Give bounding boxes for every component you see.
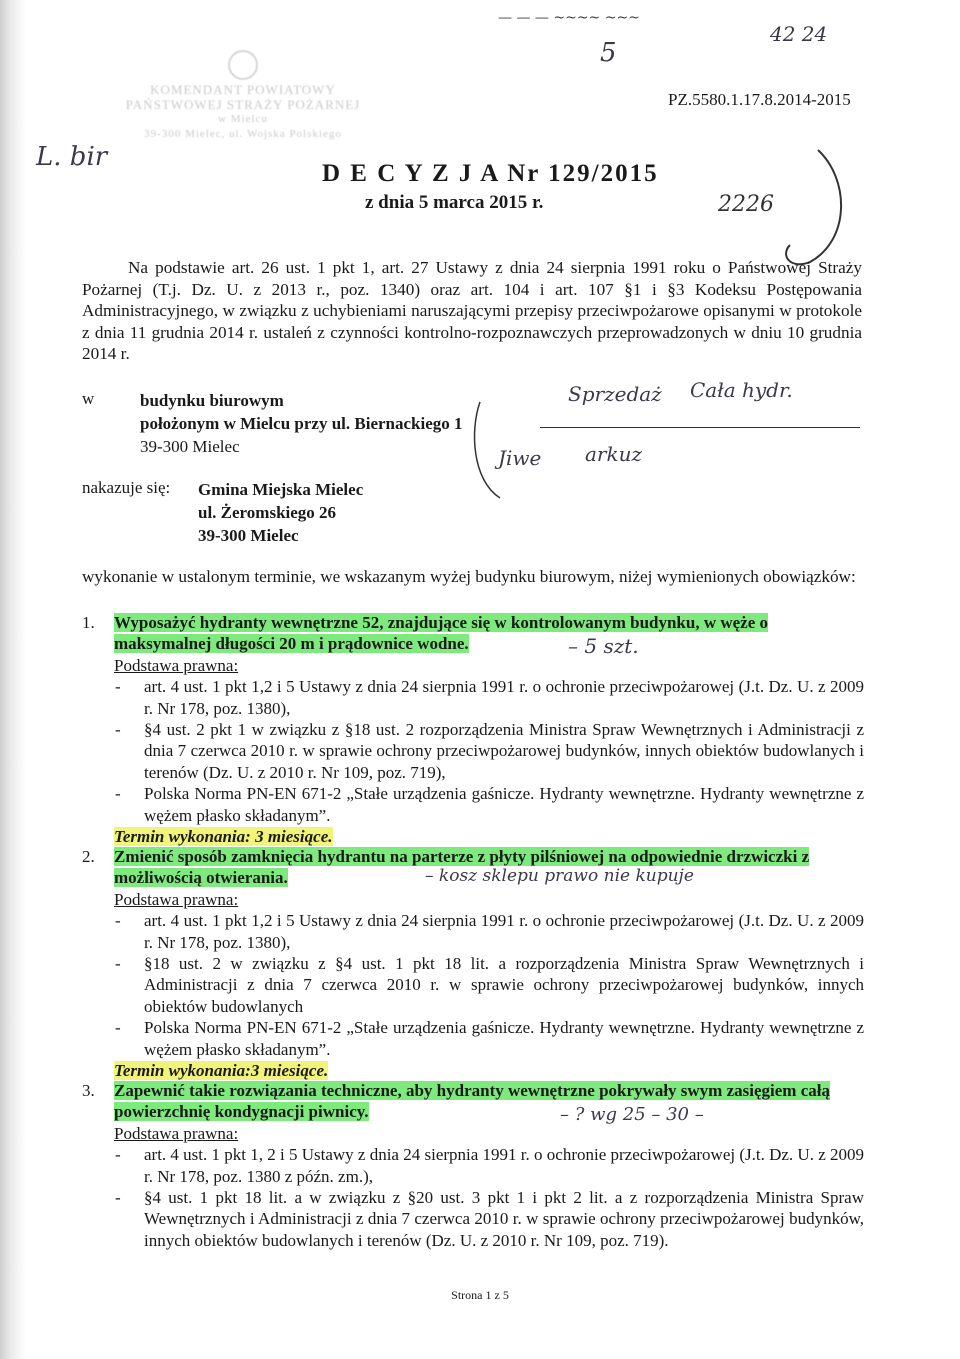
- addressee-line: 39-300 Mielec: [198, 526, 299, 545]
- legal-basis-entry: - §4 ust. 1 pkt 18 lit. a w związku z §20 ust. 3 pkt 1 i pkt 2 lit. a z rozporządzenia Ministra Spraw Wewnętrznych i Administracji z dnia 7 czerwca 2010 r. w sprawie ochrony przeciwpożarowej budynków, innych obiektów budowlanych i terenów (Dz. U. z 2010 r. Nr 109, poz. 719).: [115, 1188, 864, 1250]
- handwritten-note: – kosz sklepu prawo nie kupuje: [425, 866, 694, 886]
- legal-basis-list: [82, 676, 864, 826]
- handwritten-page-mark: 5: [600, 38, 617, 68]
- handwritten-note: Cała hydr.: [690, 378, 793, 402]
- stamp-line: 39-300 Mielec, ul. Wojska Polskiego: [144, 128, 342, 140]
- handwritten-note: Jiwe: [498, 446, 542, 470]
- handwritten-note: Sprzedaż: [568, 382, 662, 406]
- legal-basis-entry: - §4 ust. 2 pkt 1 w związku z §18 ust. 2 rozporządzenia Ministra Spraw Wewnętrznych i Administracji z dnia 7 czerwca 2010 r. w sprawie ochrony przeciwpożarowej budynków, innych obiektów budowlanych i terenów (Dz. U. z 2010 r. Nr 109, poz. 719),: [115, 720, 864, 782]
- item-number: 2.: [82, 847, 95, 866]
- object-address: [140, 389, 463, 458]
- decision-date: z dnia 5 marca 2015 r.: [365, 192, 544, 213]
- handwritten-left-mark: L. bir: [36, 142, 108, 172]
- handwritten-underline: [540, 427, 860, 428]
- legal-basis-entry: - art. 4 ust. 1 pkt 1, 2 i 5 Ustawy z dnia 24 sierpnia 1991 r. o ochronie przeciwpożarowej (J.t. Dz. U. z 2009 r. Nr 178, poz. 1380 z późn. zm.),: [115, 1145, 864, 1186]
- obligation-item: [82, 1080, 864, 1251]
- addressee-label: nakazuje się:: [82, 478, 171, 497]
- stamp-line: PAŃSTWOWEJ STRAŻY POŻARNEJ: [125, 97, 361, 112]
- handwritten-note: – 5 szt.: [568, 634, 639, 658]
- legal-basis-label: Podstawa prawna:: [114, 889, 239, 909]
- legal-basis-label: Podstawa prawna:: [114, 1123, 239, 1143]
- obligation-item: [82, 612, 864, 847]
- legal-basis-entry: - art. 4 ust. 1 pkt 1,2 i 5 Ustawy z dnia 24 sierpnia 1991 r. o ochronie przeciwpożarowej (J.t. Dz. U. z 2009 r. Nr 178, poz. 1380),: [115, 911, 864, 952]
- stamp-line: KOMENDANT POWIATOWY: [150, 82, 336, 97]
- legal-basis-entry: - Polska Norma PN-EN 671-2 „Stałe urządzenia gaśnicze. Hydranty wewnętrzne. Hydranty wewnętrzne z wężem płasko składanym”.: [115, 784, 864, 825]
- addressee-line: Gmina Miejska Mielec: [198, 480, 364, 499]
- item-requirement: Zapewnić takie rozwiązania techniczne, aby hydranty wewnętrzne pokrywały swym zasięgiem całą powierzchnię kondygnacji piwnicy.: [114, 1081, 830, 1122]
- legal-basis-list: [82, 1144, 864, 1251]
- object-label: w: [82, 389, 95, 408]
- obligations-intro: wykonanie w ustalonym terminie, we wskazanym wyżej budynku biurowym, niżej wymienionych obowiązków:: [82, 567, 856, 586]
- handwritten-note: arkuz: [585, 442, 643, 466]
- addressee-address: [198, 478, 363, 547]
- object-line: 39-300 Mielec: [140, 437, 240, 456]
- legal-basis-intro: Na podstawie art. 26 ust. 1 pkt 1, art. 27 Ustawy z dnia 24 sierpnia 1991 roku o Państwowej Straży Pożarnej (T.j. Dz. U. z 2013 r., poz. 1340) oraz art. 104 i art. 107 §1 i §3 Kodeksu Postępowania Administracyjnego, w związku z uchybieniami naruszającymi przepisy przeciwpożarowe opisanymi w protokole z dnia 11 grudnia 2014 r. ustaleń z czynności kontrolno-rozpoznawczych przeprowadzonych w dniu 10 grudnia 2014 r.: [82, 258, 862, 364]
- legal-basis-entry: - art. 4 ust. 1 pkt 1,2 i 5 Ustawy z dnia 24 sierpnia 1991 r. o ochronie przeciwpożarowej (J.t. Dz. U. z 2009 r. Nr 178, poz. 1380),: [115, 677, 864, 718]
- item-number: 1.: [82, 613, 95, 632]
- legal-basis-list: [82, 910, 864, 1060]
- decision-title: D E C Y Z J A Nr 129/2015: [322, 160, 659, 187]
- deadline: Termin wykonania: 3 miesiące.: [114, 827, 333, 847]
- legal-basis-entry: - Polska Norma PN-EN 671-2 „Stałe urządzenia gaśnicze. Hydranty wewnętrzne. Hydranty wewnętrzne z wężem płasko składanym”.: [115, 1018, 864, 1059]
- legal-basis-entry: - §18 ust. 2 w związku z §4 ust. 1 pkt 18 lit. a rozporządzenia Ministra Spraw Wewnętrznych i Administracji z dnia 7 czerwca 2010 r. w sprawie ochrony przeciwpożarowej budynków, innych obiektów budowlanych: [115, 954, 864, 1016]
- object-line: położonym w Mielcu przy ul. Biernackiego 1: [140, 414, 463, 433]
- page-footer: Strona 1 z 5: [451, 1288, 509, 1302]
- handwritten-top-number: 42 24: [770, 22, 828, 46]
- handwritten-corner-number: 2226: [718, 192, 774, 217]
- object-line: budynku biurowym: [140, 391, 284, 410]
- reference-number: PZ.5580.1.17.8.2014-2015: [668, 90, 851, 109]
- item-number: 3.: [82, 1081, 95, 1100]
- item-requirement: Wyposażyć hydranty wewnętrzne 52, znajdujące się w kontrolowanym budynku, w węże o maksymalnej długości 20 m i prądownice wodne.: [114, 613, 769, 654]
- legal-basis-label: Podstawa prawna:: [114, 655, 239, 675]
- deadline: Termin wykonania:3 miesiące.: [114, 1061, 329, 1081]
- addressee-line: ul. Żeromskiego 26: [198, 503, 337, 522]
- handwritten-scribble: — — — ~~~~ ~~~: [498, 10, 640, 26]
- item-requirement: Zmienić sposób zamknięcia hydrantu na parterze z płyty pilśniowej na odpowiednie drzwiczki z możliwością otwierania.: [114, 847, 810, 888]
- handwritten-note: – ? wg 25 – 30 –: [560, 1104, 704, 1125]
- stamp-line: w Mielcu: [218, 113, 268, 125]
